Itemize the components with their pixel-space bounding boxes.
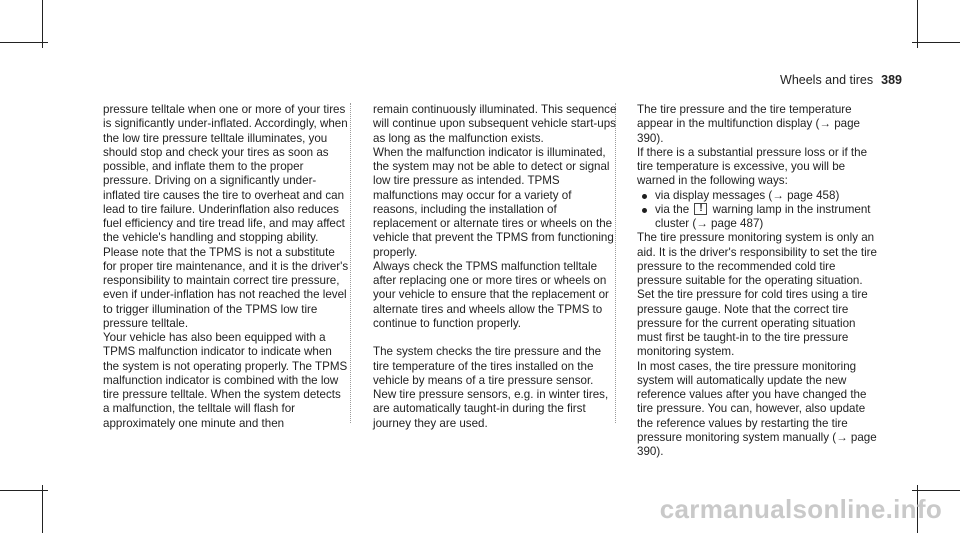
tpms-warning-icon — [694, 203, 707, 215]
list-item-text: warning lamp in the instrument cluster (→ page 487) — [655, 202, 871, 230]
warning-list — [637, 189, 883, 232]
crop-mark — [912, 490, 960, 491]
text-column-3 — [637, 103, 883, 459]
page-header — [780, 73, 902, 87]
paragraph: If there is a substantial pressure loss or if the tire temperature is excessive, you will be warned in the following ways: — [637, 145, 868, 188]
list-item — [637, 203, 883, 232]
paragraph: The tire pressure monitoring system is only an aid. It is the driver's responsibility to set the tire pressure to the recommended cold tire pressure suitable for the operating situation. Set the tire pressure for cold tires using a tire pressure gauge. Note that the correct tire pressure for the current operating situation must first be taught-in to the tire pressure monitoring system. — [637, 231, 877, 359]
paragraph: pressure telltale when one or more of your tires is significantly under-inflated. Accordingly, when the low tire pressure telltale illuminates, you should stop and check your tires as soon as possible, and inflate them to the proper pressure. Driving on a significantly under-inflated tire causes the tire to overheat and can lead to tire failure. Underinflation also reduces fuel efficiency and tire tread life, and may affect the vehicle's handling and stopping ability. — [103, 103, 348, 245]
crop-mark — [0, 490, 48, 491]
paragraph: Please note that the TPMS is not a substitute for proper tire maintenance, and it is the driver's responsibility to maintain correct tire pressure, even if under-inflation has not reached the level to trigger illumination of the TPMS low tire pressure telltale. — [103, 245, 349, 330]
paragraph: Your vehicle has also been equipped with a TPMS malfunction indicator to indicate when the system is not operating properly. The TPMS malfunction indicator is combined with the low tire pressure telltale. When the system detects a malfunction, the telltale will flash for approximately one minute and then — [103, 331, 348, 430]
crop-mark — [912, 42, 960, 43]
page-number: 389 — [881, 73, 902, 87]
list-item-text: via display messages (→ page 458) — [655, 188, 840, 202]
paragraph: The system checks the tire pressure and the tire temperature of the tires installed on the vehicle by means of a tire pressure sensor. — [373, 345, 602, 387]
text-column-1 — [103, 103, 349, 431]
crop-mark — [917, 0, 918, 48]
section-title: Wheels and tires — [780, 73, 874, 87]
paragraph: The tire pressure and the tire temperature appear in the multifunction display (→ page 390). — [637, 103, 860, 145]
crop-mark — [42, 485, 43, 533]
crop-mark — [0, 42, 48, 43]
spacer — [373, 331, 619, 345]
text-column-2 — [373, 103, 619, 431]
paragraph: Always check the TPMS malfunction telltale after replacing one or more tires or wheels on your vehicle to ensure that the replacement or alternate tires and wheels allow the TPMS to continue to function properly. — [373, 259, 609, 330]
paragraph: New tire pressure sensors, e.g. in winter tires, are automatically taught-in during the first journey they are used. — [373, 388, 609, 430]
paragraph: In most cases, the tire pressure monitoring system will automatically update the new reference values after you have changed the tire pressure. You can, however, also update the reference values by restarting the tire pressure monitoring system manually (→ page 390). — [637, 359, 877, 458]
paragraph: When the malfunction indicator is illuminated, the system may not be able to detect or signal low tire pressure as intended. TPMS malfunctions may occur for a variety of reasons, including the installation of replacement or alternate tires or wheels on the vehicle that prevent the TPMS from functioning properly. — [373, 145, 614, 259]
list-item — [637, 189, 883, 203]
watermark: carmanualsonline.info — [659, 494, 942, 524]
paragraph: remain continuously illuminated. This sequence will continue upon subsequent vehicle start-ups as long as the malfunction exists. — [373, 103, 617, 145]
list-item-text: via the — [655, 202, 690, 216]
crop-mark — [42, 0, 43, 48]
column-divider — [350, 103, 351, 423]
